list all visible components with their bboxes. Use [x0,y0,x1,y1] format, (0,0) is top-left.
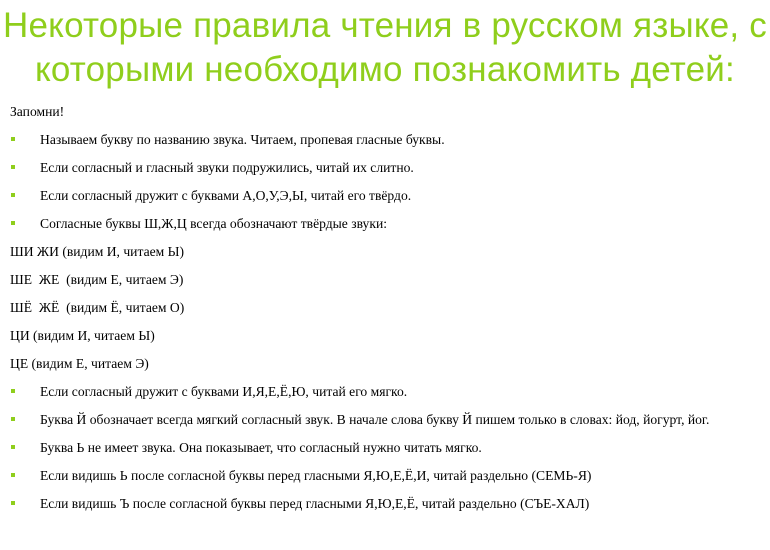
rule-item [10,216,762,232]
bullet-square-icon [11,221,15,225]
example-line: ШЕ ЖЕ (видим Е, читаем Э) [10,272,184,287]
slide-title [0,4,770,92]
example-line: ЦИ (видим И, читаем Ы) [10,328,155,343]
rule-text: Если видишь Ъ после согласной буквы перед гласными Я,Ю,Е,Ё, читай раздельно (СЪЕ-ХАЛ) [40,496,590,511]
rule-text: Называем букву по названию звука. Читаем, пропевая гласные буквы. [40,132,445,147]
bullet-square-icon [11,417,15,421]
bullet-square-icon [11,501,15,505]
bullet-square-icon [11,165,15,169]
rule-text: Буква Ь не имеет звука. Она показывает, что согласный нужно читать мягко. [40,440,482,455]
rule-text: Если видишь Ь после согласной буквы перед гласными Я,Ю,Е,Ё,И, читай раздельно (СЕМЬ-Я) [40,468,592,483]
rule-item [10,188,762,204]
bullet-square-icon [11,445,15,449]
example-line: ШЁ ЖЁ (видим Ё, читаем О) [10,300,185,315]
rule-item [10,160,762,176]
rule-item [10,412,762,428]
bullet-square-icon [11,193,15,197]
rule-item [10,132,762,148]
rule-item [10,496,762,512]
bullet-square-icon [11,137,15,141]
rule-item [10,384,762,400]
example-line: ЦЕ (видим Е, читаем Э) [10,356,149,371]
rule-text: Если согласный дружит с буквами И,Я,Е,Ё,Ю, читай его мягко. [40,384,408,399]
bullet-square-icon [11,389,15,393]
title-line-1: Некоторые правила чтения в русском языке, с [3,6,767,45]
rule-text: Буква Й обозначает всегда мягкий согласный звук. В начале слова букву Й пишем только в словах: йод, йогурт, йог. [40,412,710,427]
example-line: ШИ ЖИ (видим И, читаем Ы) [10,244,185,259]
intro-text: Запомни! [10,104,65,119]
title-line-2: которыми необходимо познакомить детей: [35,50,735,89]
bullet-square-icon [11,473,15,477]
rule-item [10,440,762,456]
slide-content [10,104,762,524]
rule-text: Если согласный дружит с буквами А,О,У,Э,Ы, читай его твёрдо. [40,188,412,203]
rule-text: Согласные буквы Ш,Ж,Ц всегда обозначают твёрдые звуки: [40,216,388,231]
rule-item [10,468,762,484]
rule-text: Если согласный и гласный звуки подружились, читай их слитно. [40,160,414,175]
